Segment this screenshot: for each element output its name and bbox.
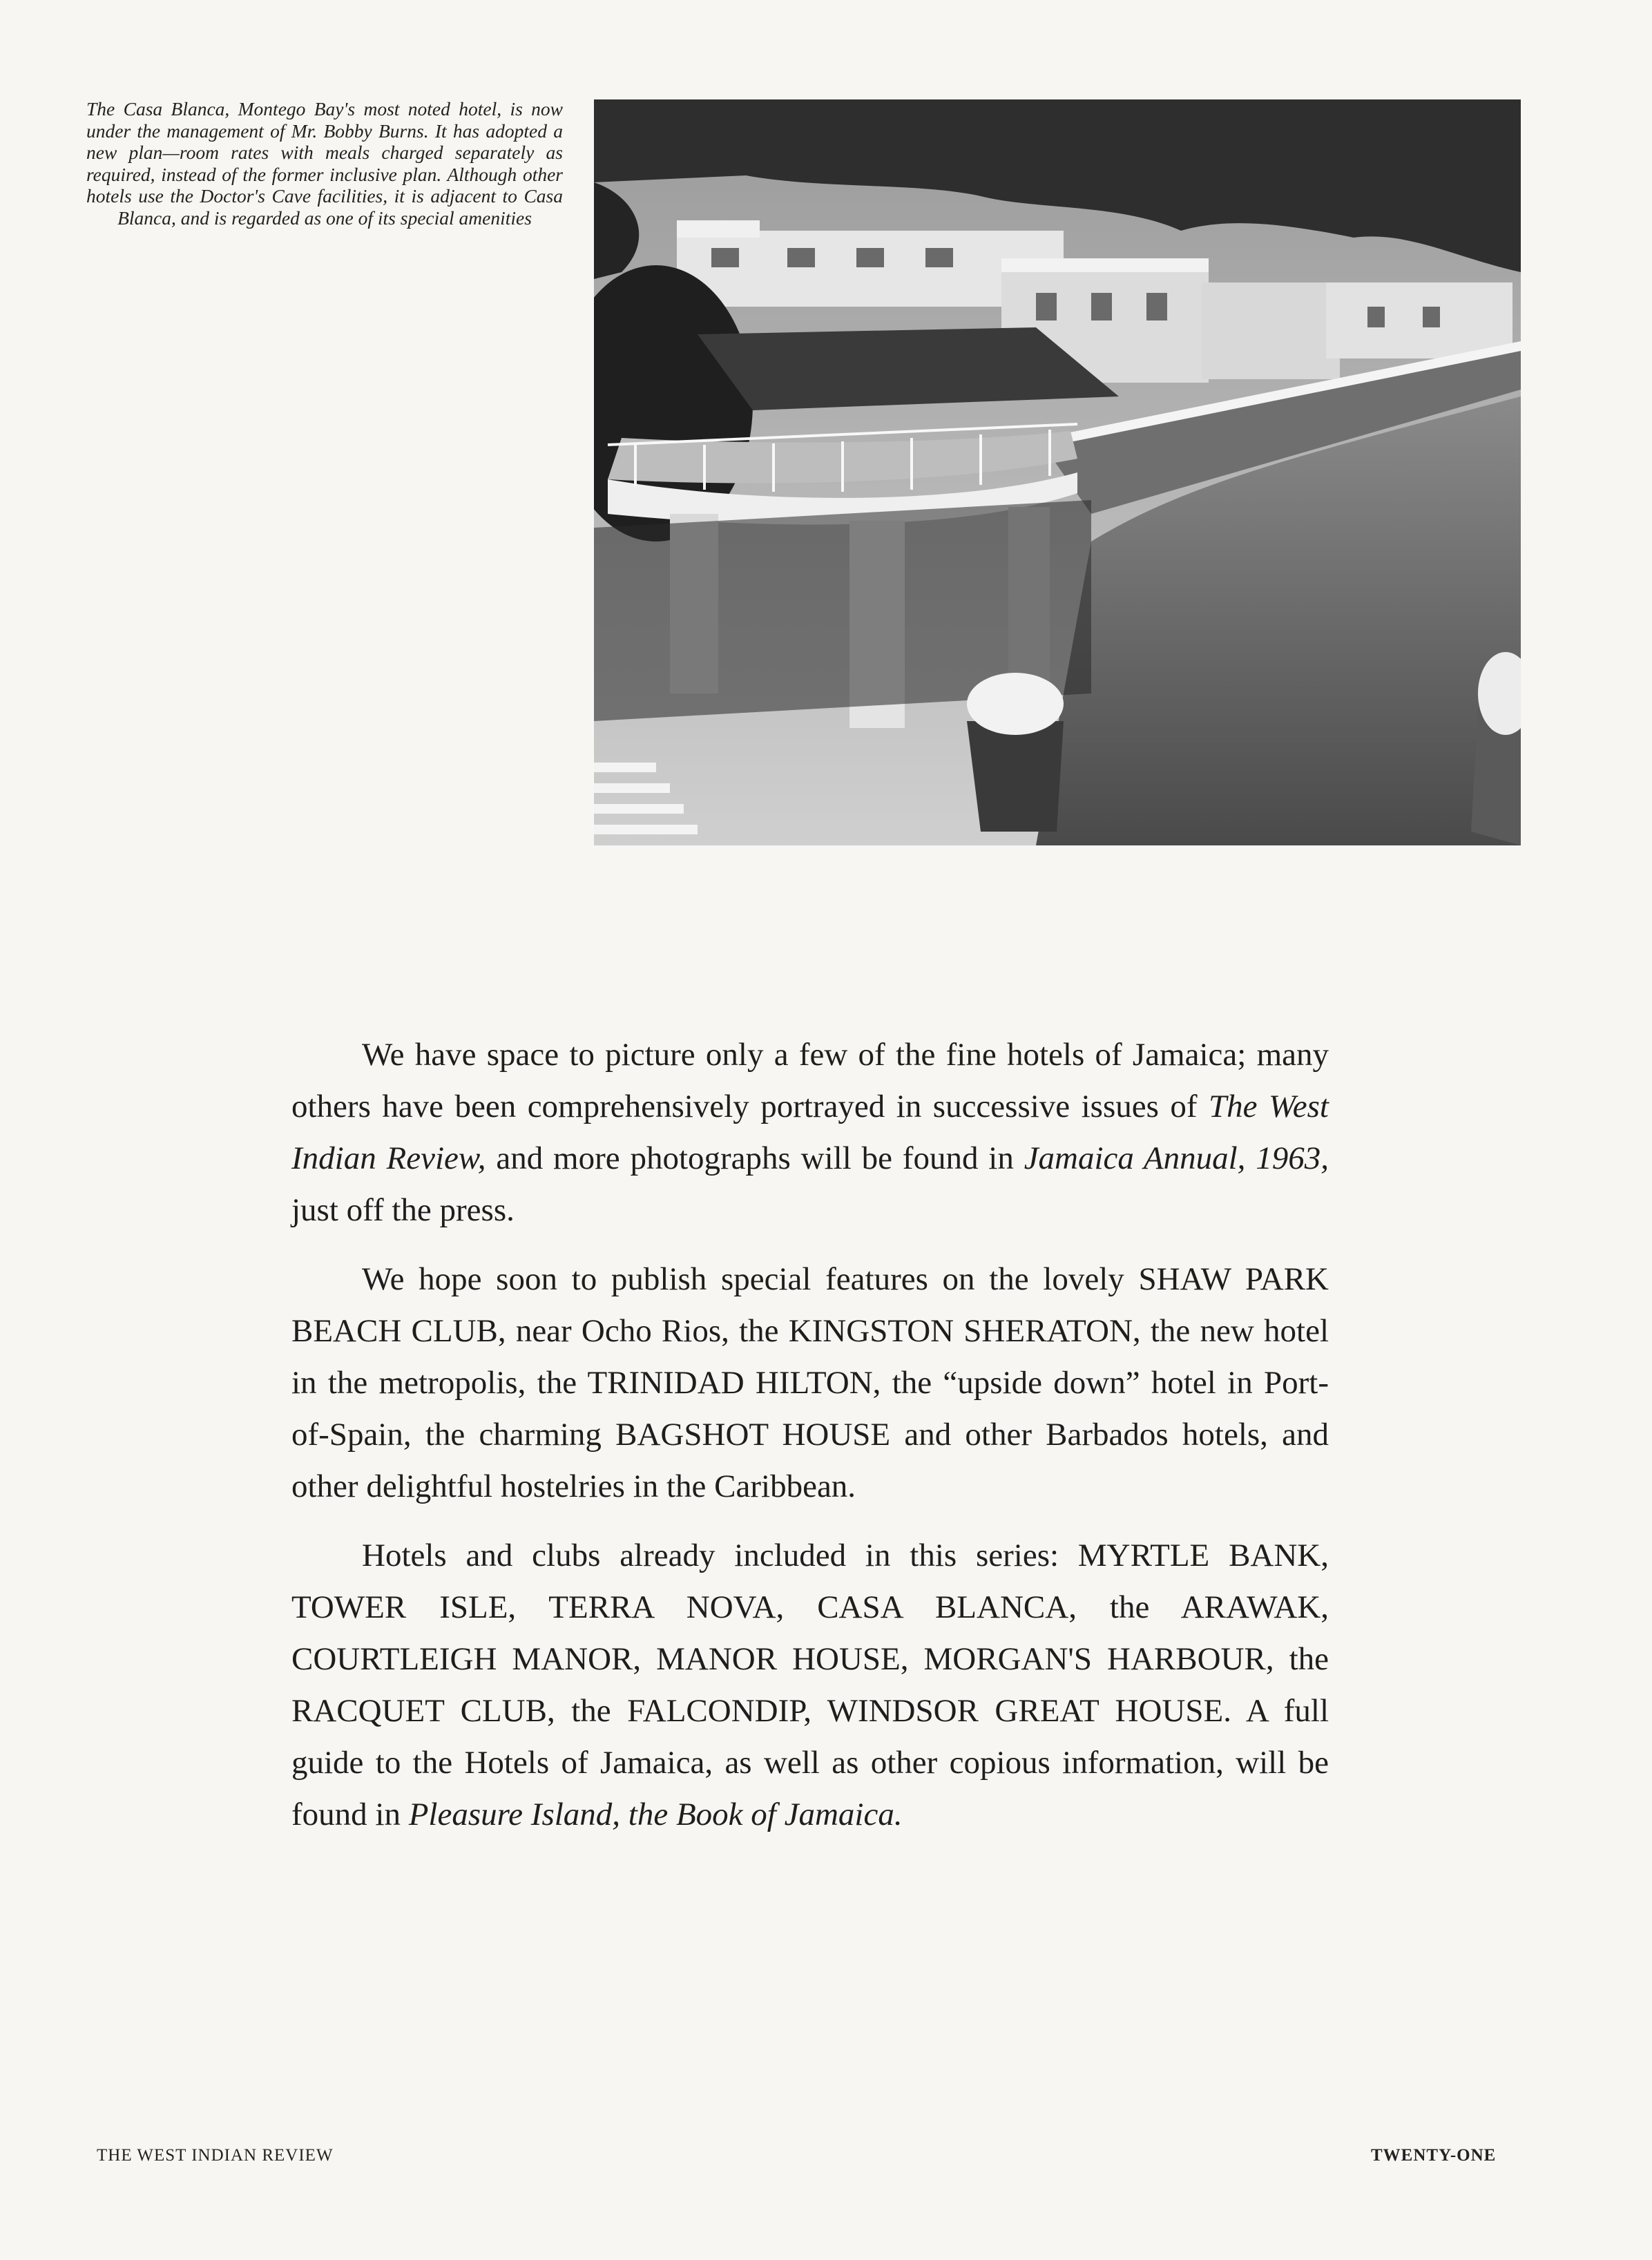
publication-title: The West Indian Review, (291, 1089, 1329, 1176)
paragraph-text: and more photographs will be found in (486, 1140, 1024, 1176)
article-paragraph-2: We hope soon to publish special features on the lovely SHAW PARK BEACH CLUB, near Ocho Rios, the KINGSTON SHERATON, the new hotel in the metropolis, the TRINIDAD HILTON, the “upside down” hotel in Port-of-Spain, the charming BAGSHOT HOUSE and other Barbados hotels, and other delightful hostelries in the Caribbean. (291, 1261, 1329, 1504)
hotel-photo (594, 99, 1521, 845)
footer-publication: THE WEST INDIAN REVIEW (97, 2146, 334, 2165)
paragraph-text: Hotels and clubs already included in this series: MYRTLE BANK, TOWER ISLE, TERRA NOVA, CASA BLANCA, the ARAWAK, COURTLEIGH MANOR, MANOR HOUSE, MORGAN'S HARBOUR, the RACQUET CLUB, the FALCONDIP, WINDSOR GREAT HOUSE. A full guide to the Hotels of Jamaica, as well as other copious information, will be found in (291, 1538, 1329, 1832)
paragraph-text: just off the press. (291, 1192, 515, 1228)
publication-title: Jamaica Annual, 1963, (1024, 1140, 1329, 1176)
publication-title: Pleasure Island, the Book of Jamaica. (408, 1797, 903, 1832)
photo-caption: The Casa Blanca, Montego Bay's most noted hotel, is now under the management of Mr. Bobby Burns. It has adopted a new plan—room rates with meals charged separately as required, instead of the former inclusive plan. Although other hotels use the Doctor's Cave facilities, it is adjacent to Casa Blanca, and is regarded as one of its special amenities (86, 98, 563, 229)
article-paragraph-1 (291, 1029, 1329, 1236)
article-body (291, 1029, 1329, 1858)
footer-page-number: TWENTY-ONE (1371, 2146, 1497, 2165)
paragraph-text: We have space to picture only a few of the fine hotels of Jamaica; many others have been comprehensively portrayed in successive issues of (291, 1037, 1329, 1124)
article-paragraph-3 (291, 1530, 1329, 1841)
